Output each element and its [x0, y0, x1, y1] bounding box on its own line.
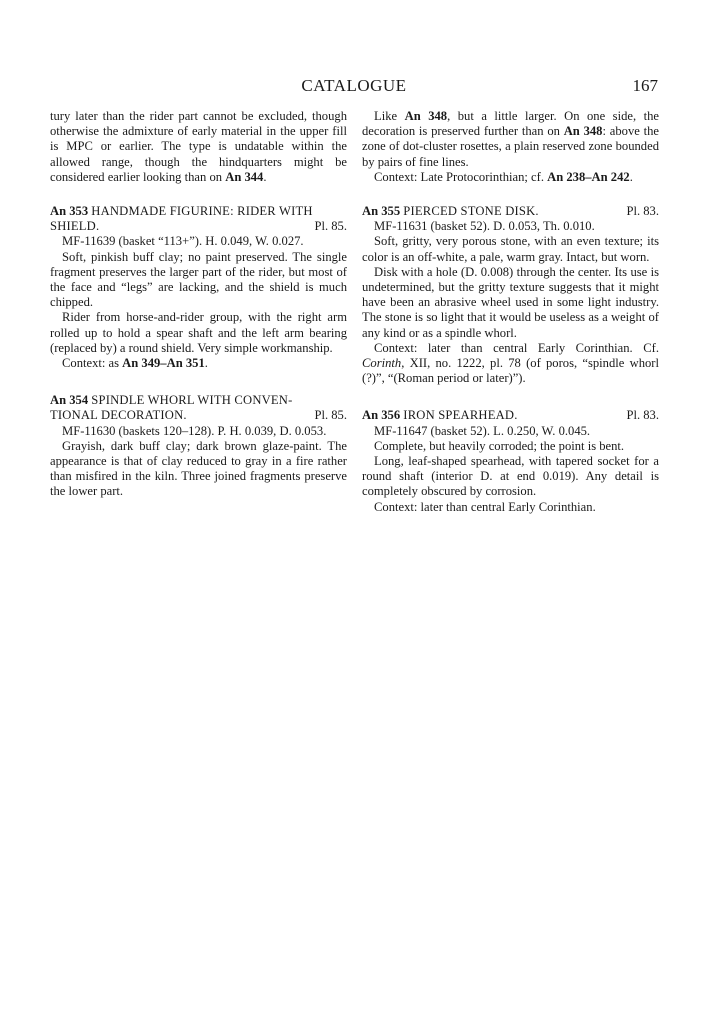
publication-title: Corinth [362, 356, 402, 371]
page-header [50, 76, 658, 102]
entry-heading [362, 408, 659, 423]
entry-inventory-measurements: MF-11647 (basket 52). L. 0.250, W. 0.045. [374, 423, 591, 438]
plate-reference: Pl. 83. [626, 204, 659, 219]
entry-context [50, 356, 347, 371]
text-run: Complete, but heavily corroded; the point is bent. [374, 438, 625, 453]
text-run: Context: as [62, 356, 123, 371]
entry-paragraph [50, 310, 347, 356]
entry-title: IRON SPEARHEAD. [403, 408, 518, 423]
text-run: . [629, 169, 633, 184]
text-run: , XII, no. 1222, pl. 78 (of poros, “spindle whorl (?)”, “(Roman period or later)”). [362, 356, 659, 386]
text-run: . [263, 169, 267, 184]
text-run: Grayish, dark buff clay; dark brown glaze-paint. The appearance is that of clay reduced to gray in a fire rather than misfired in the kiln. Three joined fragments preserve the lower part. [50, 438, 347, 499]
cross-reference: An 348 [563, 124, 603, 139]
entry-paragraph [362, 454, 659, 500]
entry-title-continued: TIONAL DECORATION. [50, 408, 187, 423]
plate-reference: Pl. 83. [626, 408, 659, 423]
plate-reference: Pl. 85. [314, 219, 347, 234]
text-run: Soft, pinkish buff clay; no paint preserved. The single fragment preserves the larger part of the rider, but most of the face and “legs” are lacking, and the shield is much chipped. [50, 249, 347, 310]
cross-reference: An 238–An 242 [547, 169, 630, 184]
entry-context [362, 170, 659, 185]
text-run: Context: later than central Early Corinthian. Cf. [374, 340, 659, 355]
entry-heading [50, 204, 347, 234]
entry-paragraph [362, 234, 659, 264]
catalogue-entry-an-354 [50, 393, 347, 499]
text-run: , but a little larger. On one side, the decoration is preserved further than on [362, 109, 660, 139]
plate-reference: Pl. 85. [314, 408, 347, 423]
entry-number: An 353 [50, 204, 89, 219]
left-column [50, 109, 347, 500]
text-run: Long, leaf-shaped spearhead, with tapered socket for a round shaft (interior D. at end 0.019). Any detail is completely obscured by corrosion. [362, 454, 659, 499]
entry-inventory-measurements: MF-11639 (basket “113+”). H. 0.049, W. 0.027. [62, 234, 304, 249]
entry-paragraph [362, 439, 659, 454]
entry-number: An 354 [50, 393, 89, 408]
entry-inventory-measurements: MF-11631 (basket 52). D. 0.053, Th. 0.010. [374, 219, 595, 234]
text-run: . [204, 356, 208, 371]
catalogue-entry-an-356 [362, 408, 659, 514]
running-head: CATALOGUE [301, 76, 407, 95]
cross-reference: An 348 [404, 109, 448, 123]
entry-title: HANDMADE FIGURINE: RIDER WITH [91, 204, 313, 219]
catalogue-entry-an-353 [50, 204, 347, 371]
page-number: 167 [632, 76, 658, 95]
catalogue-entry-an-355 [362, 204, 659, 386]
entry-title-continued: SHIELD. [50, 219, 100, 234]
entry-context [362, 341, 659, 387]
text-run: Rider from horse-and-rider group, with the right arm rolled up to hold a spear shaft and the left arm bearing (replaced by) a round shield. Very simple workmanship. [50, 310, 347, 355]
entry-inventory-measurements: MF-11630 (baskets 120–128). P. H. 0.039, D. 0.053. [62, 423, 327, 438]
text-run: : above the zone of dot-cluster rosettes, a plain reserved zone bounded by pairs of fine lines. [362, 124, 659, 169]
text-run: Context: later than central Early Corinthian. [374, 499, 596, 514]
entry-title: PIERCED STONE DISK. [403, 204, 539, 219]
entry-paragraph [50, 250, 347, 311]
text-run: Context: Late Protocorinthian; cf. [374, 169, 548, 184]
entry-title: SPINDLE WHORL WITH CONVEN- [91, 393, 293, 408]
text-run: Like [374, 109, 405, 123]
entry-number: An 356 [362, 408, 401, 423]
text-run: Disk with a hole (D. 0.008) through the center. Its use is undetermined, but the gritty texture suggests that it might have been an abrasive wheel used in some light industry. The stone is so light that it would be useless as a weight of any kind or as a spindle whorl. [362, 264, 659, 340]
entry-number: An 355 [362, 204, 401, 219]
entry-heading [50, 393, 347, 423]
entry-paragraph [362, 265, 659, 341]
cross-reference: An 349–An 351 [122, 356, 205, 371]
text-run: tury later than the rider part cannot be excluded, though otherwise the admixture of early material in the upper fill is MPC or earlier. The type is undatable within the allowed range, though the hindquarters might be considered earlier looking than on [50, 109, 347, 184]
entry-paragraph [50, 439, 347, 500]
cross-reference: An 344 [225, 169, 264, 184]
entry-context [362, 500, 659, 515]
text-run: Soft, gritty, very porous stone, with an even texture; its color is an off-white, a pale, warm gray. Intact, but worn. [362, 234, 659, 264]
entry-heading [362, 204, 659, 219]
right-column [362, 109, 659, 515]
continued-paragraph [362, 109, 659, 170]
continued-paragraph [50, 109, 347, 185]
